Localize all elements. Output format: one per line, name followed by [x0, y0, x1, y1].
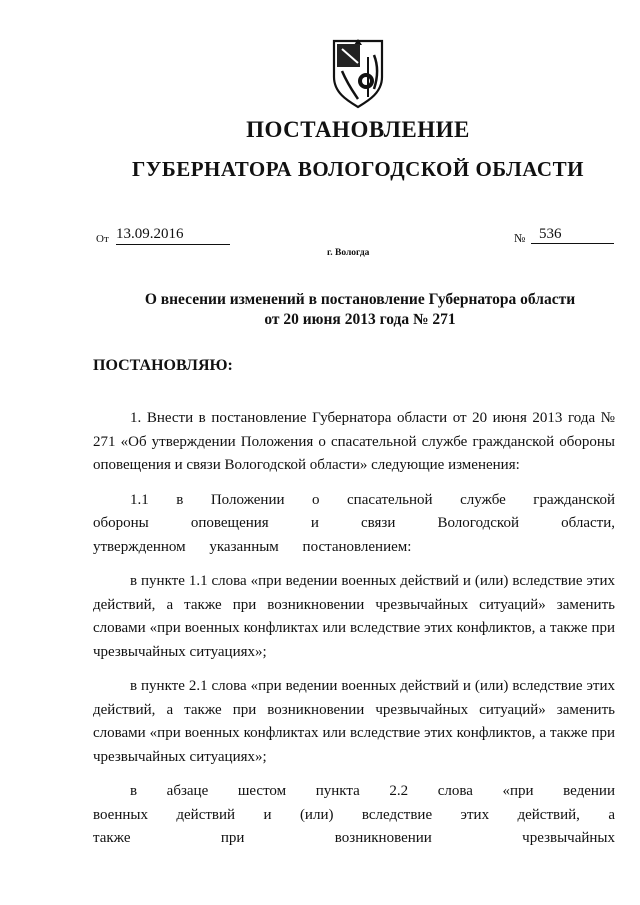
number-prefix: №	[514, 231, 526, 245]
city-label: г. Вологда	[327, 248, 370, 258]
decree-word: ПОСТАНОВЛЯЮ:	[93, 357, 233, 374]
date-prefix: От	[96, 233, 109, 245]
document-body	[93, 407, 615, 862]
subject-line-1: О внесении изменений в постановление Губернатора области	[144, 291, 576, 308]
coat-of-arms-icon	[328, 37, 388, 109]
paragraph-4: в абзаце шестом пункта 2.2 слова «при ведении военных действий и (или) вследствие этих действий, а также при возникновении чрезвычайных	[93, 783, 615, 846]
document-subtitle: ГУБЕРНАТОРА ВОЛОГОДСКОЙ ОБЛАСТИ	[132, 157, 584, 181]
number-value: 536	[531, 226, 614, 244]
paragraph-3: в пункте 2.1 слова «при ведении военных действий и (или) вследствие этих действий, а также при возникновении чрезвычайных ситуаций» заменить словами «при военных конфликтах или вследствие этих конфликтов, а также при чрезвычайных ситуациях»;	[93, 678, 615, 765]
subject-line-2: от 20 июня 2013 года № 271	[264, 311, 456, 328]
paragraph-1-1: 1.1 в Положении о спасательной службе гражданской обороны оповещения и связи Вологодской области, утвержденном указанным постановлением:	[93, 491, 615, 555]
document-title: ПОСТАНОВЛЕНИЕ	[246, 117, 470, 142]
paragraph-1: 1. Внести в постановление Губернатора области от 20 июня 2013 года № 271 «Об утверждении Положения о спасательной службе гражданской обороны оповещения и связи Вологодской области» следующие изменения:	[93, 410, 615, 473]
subject-heading	[140, 290, 580, 330]
paragraph-2: в пункте 1.1 слова «при ведении военных действий и (или) вследствие этих действий, а также при возникновении чрезвычайных ситуаций» заменить словами «при военных конфликтах или вследствие этих конфликтов, а также при чрезвычайных ситуациях»;	[93, 573, 615, 660]
date-value: 13.09.2016	[116, 226, 230, 245]
